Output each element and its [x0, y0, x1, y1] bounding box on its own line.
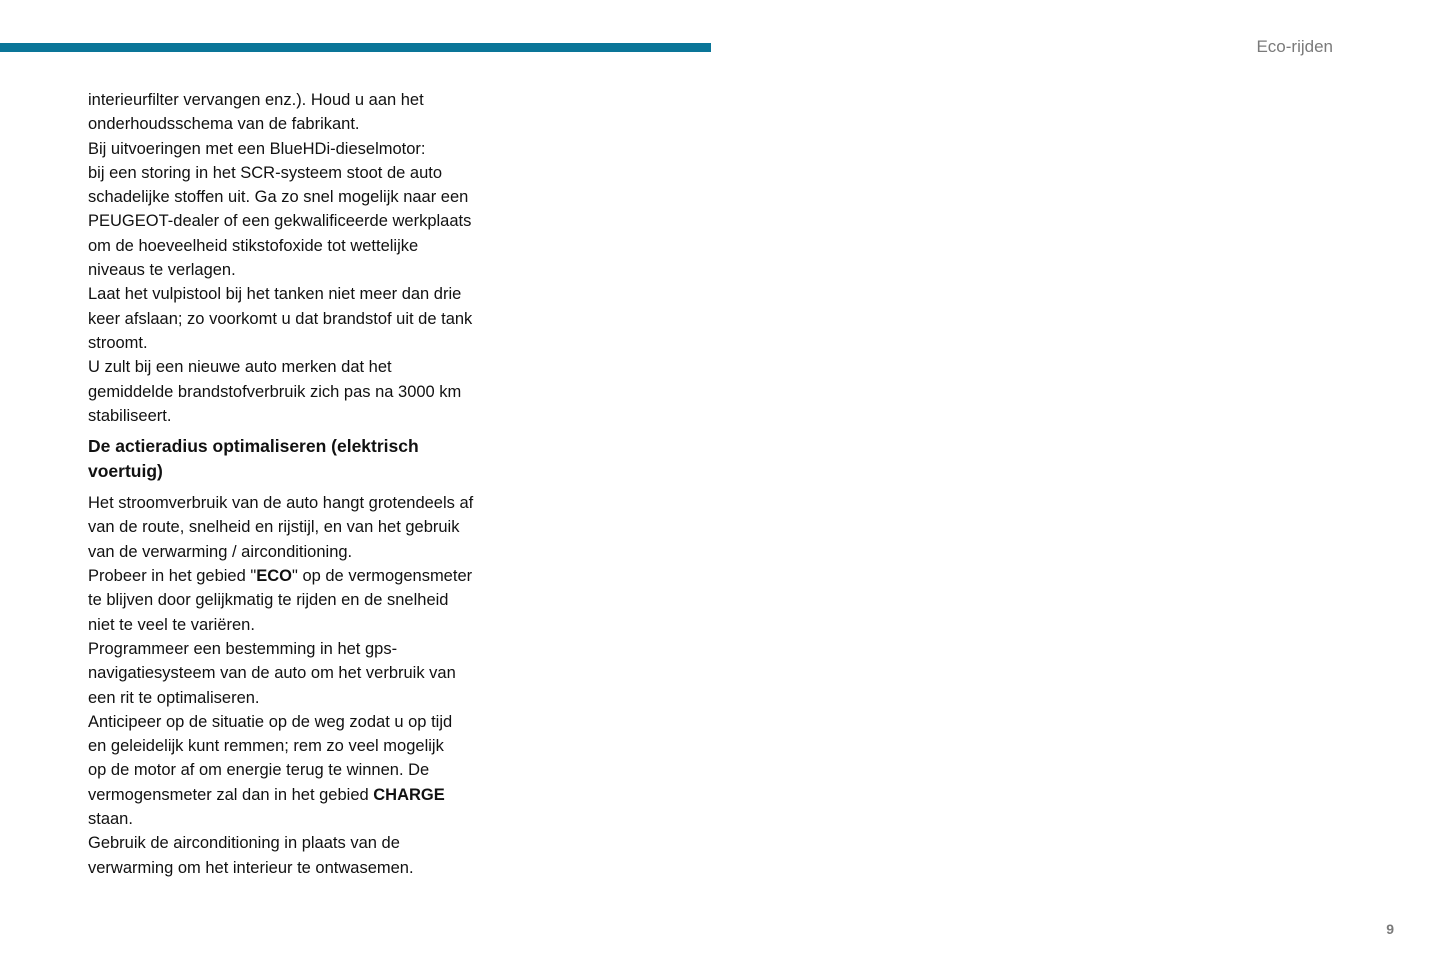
heading-line: De actieradius optimaliseren (elektrisch: [88, 436, 419, 457]
text-line: Het stroomverbruik van de auto hangt grotendeels af: [88, 494, 474, 513]
paragraph-new-car: [88, 355, 498, 428]
text-line: onderhoudsschema van de fabrikant.: [88, 115, 360, 134]
text-line: niet te veel te variëren.: [88, 615, 255, 634]
section-heading-range: [88, 434, 498, 483]
text-line: om de hoeveelheid stikstofoxide tot wettelijke: [88, 236, 419, 255]
paragraph-maintenance: [88, 88, 498, 137]
text-line: Bij uitvoeringen met een BlueHDi-dieselmotor:: [88, 139, 426, 158]
text-line: schadelijke stoffen uit. Ga zo snel mogelijk naar een: [88, 188, 469, 207]
text-line: en geleidelijk kunt remmen; rem zo veel mogelijk: [88, 737, 444, 756]
text-segment: Probeer in het gebied ": [88, 567, 257, 586]
text-line: te blijven door gelijkmatig te rijden en de snelheid: [88, 591, 449, 610]
page-number: 9: [1386, 921, 1394, 937]
page-content: [88, 88, 498, 880]
paragraph-power-consumption: [88, 491, 498, 564]
text-line: Laat het vulpistool bij het tanken niet meer dan drie: [88, 285, 462, 304]
paragraph-regenerative-braking: [88, 710, 498, 831]
paragraph-bluehdi: [88, 137, 498, 283]
text-line: niveaus te verlagen.: [88, 261, 236, 280]
text-line: staan.: [88, 810, 133, 829]
charge-label: CHARGE: [373, 785, 445, 804]
eco-label: ECO: [256, 567, 292, 586]
text-line: [88, 564, 498, 588]
text-line: U zult bij een nieuwe auto merken dat het: [88, 358, 392, 377]
text-line: navigatiesysteem van de auto om het verbruik van: [88, 664, 456, 683]
text-line: bij een storing in het SCR-systeem stoot de auto: [88, 163, 443, 182]
text-line: op de motor af om energie terug te winnen. De: [88, 761, 430, 780]
text-line: gemiddelde brandstofverbruik zich pas na 3000 km: [88, 382, 462, 401]
text-segment: vermogensmeter zal dan in het gebied: [88, 785, 374, 804]
text-line: verwarming om het interieur te ontwasemen.: [88, 858, 414, 877]
text-line: stroomt.: [88, 333, 148, 352]
heading-line: voertuig): [88, 460, 163, 481]
section-title: Eco-rijden: [1256, 37, 1333, 56]
text-line: Gebruik de airconditioning in plaats van de: [88, 834, 400, 853]
text-segment: " op de vermogensmeter: [292, 567, 473, 586]
paragraph-eco-zone: [88, 564, 498, 637]
text-line: PEUGEOT-dealer of een gekwalificeerde werkplaats: [88, 212, 472, 231]
text-line: een rit te optimaliseren.: [88, 688, 260, 707]
text-line: [88, 783, 498, 807]
paragraph-airconditioning: [88, 831, 498, 880]
text-line: stabiliseert.: [88, 406, 172, 425]
text-line: van de route, snelheid en rijstijl, en van het gebruik: [88, 518, 460, 537]
text-line: Programmeer een bestemming in het gps-: [88, 639, 398, 658]
text-line: Anticipeer op de situatie op de weg zodat u op tijd: [88, 712, 453, 731]
paragraph-refuelling: [88, 282, 498, 355]
text-line: keer afslaan; zo voorkomt u dat brandstof uit de tank: [88, 309, 473, 328]
header-accent-bar: [0, 43, 711, 52]
paragraph-navigation: [88, 637, 498, 710]
text-line: interieurfilter vervangen enz.). Houd u aan het: [88, 91, 424, 109]
text-line: van de verwarming / airconditioning.: [88, 542, 353, 561]
